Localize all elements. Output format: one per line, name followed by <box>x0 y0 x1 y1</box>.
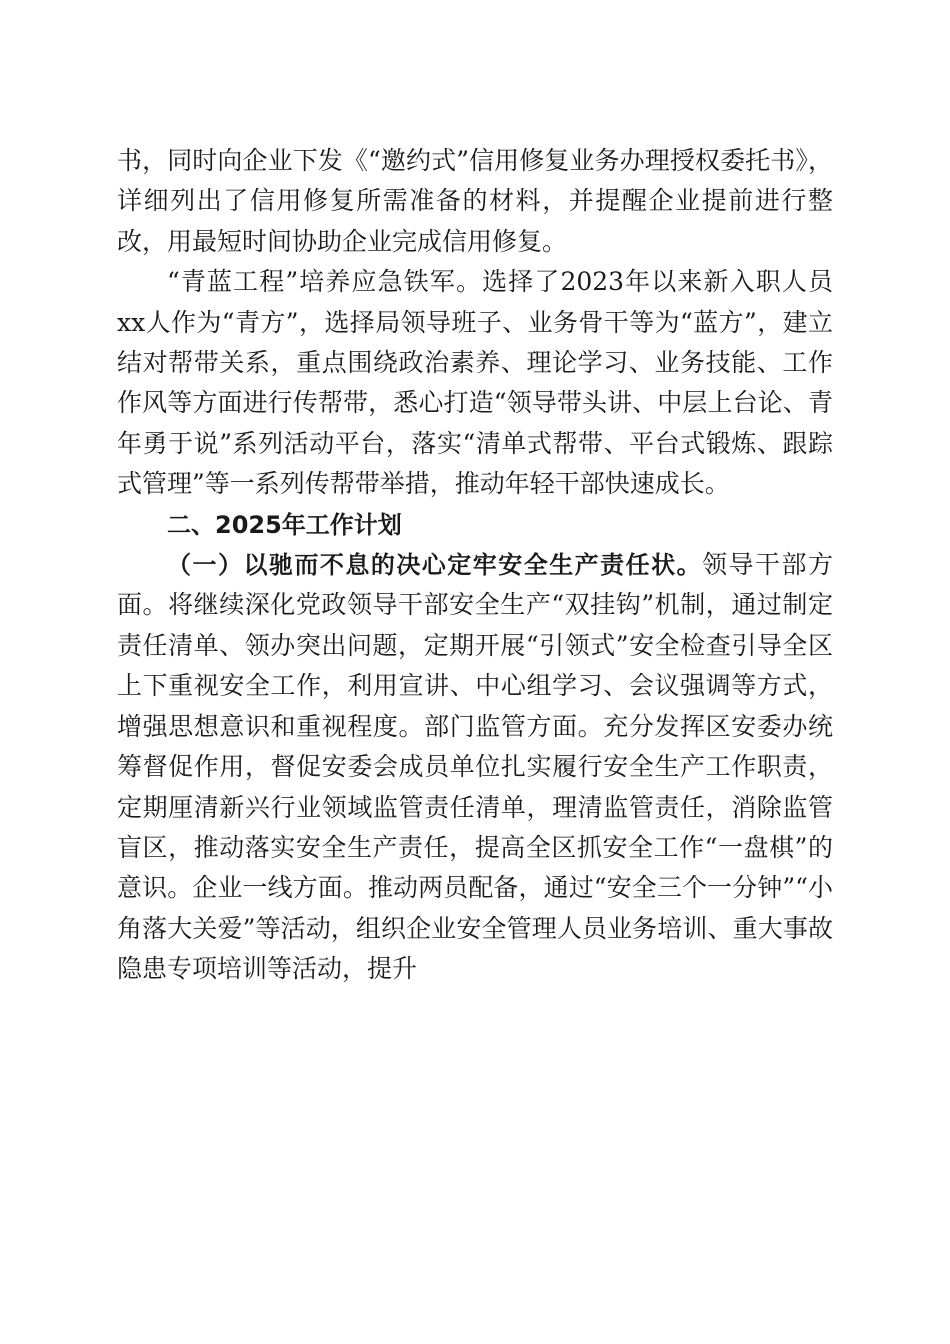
document-body <box>117 141 833 990</box>
paragraph-qinglan-project: “青蓝工程”培养应急铁军。选择了2023年以来新入职人员xx人作为“青方”，选择局领导班子、业务骨干等为“蓝方”，建立结对帮带关系，重点围绕政治素养、理论学习、业务技能、工作作风等方面进行传帮带，悉心打造“领导带头讲、中层上台论、青年勇于说”系列活动平台，落实“清单式帮带、平台式锻炼、跟踪式管理”等一系列传帮带举措，推动年轻干部快速成长。 <box>117 267 833 499</box>
item-1-lead: （一）以驰而不息的决心定牢安全生产责任状。 <box>167 551 703 580</box>
paragraph-item-1 <box>117 545 833 989</box>
item-1-body: 领导干部方面。将继续深化党政领导干部安全生产“双挂钩”机制，通过制定责任清单、领办突出问题，定期开展“引领式”安全检查引导全区上下重视安全工作，利用宣讲、中心组学习、会议强调等方式，增强思想意识和重视程度。部门监管方面。充分发挥区安委办统筹督促作用，督促安委会成员单位扎实履行安全生产工作职责，定期厘清新兴行业领域监管责任清单，理清监管责任，消除监管盲区，推动落实安全生产责任，提高全区抓安全工作“一盘棋”的意识。企业一线方面。推动两员配备，通过“安全三个一分钟”“小角落大关爱”等活动，组织企业安全管理人员业务培训、重大事故隐患专项培训等活动，提升 <box>117 550 833 984</box>
section-heading-2025-plan: 二、2025年工作计划 <box>167 510 402 539</box>
paragraph-continuation: 书，同时向企业下发《“邀约式”信用修复业务办理授权委托书》，详细列出了信用修复所需准备的材料，并提醒企业提前进行整改，用最短时间协助企业完成信用修复。 <box>117 146 833 256</box>
